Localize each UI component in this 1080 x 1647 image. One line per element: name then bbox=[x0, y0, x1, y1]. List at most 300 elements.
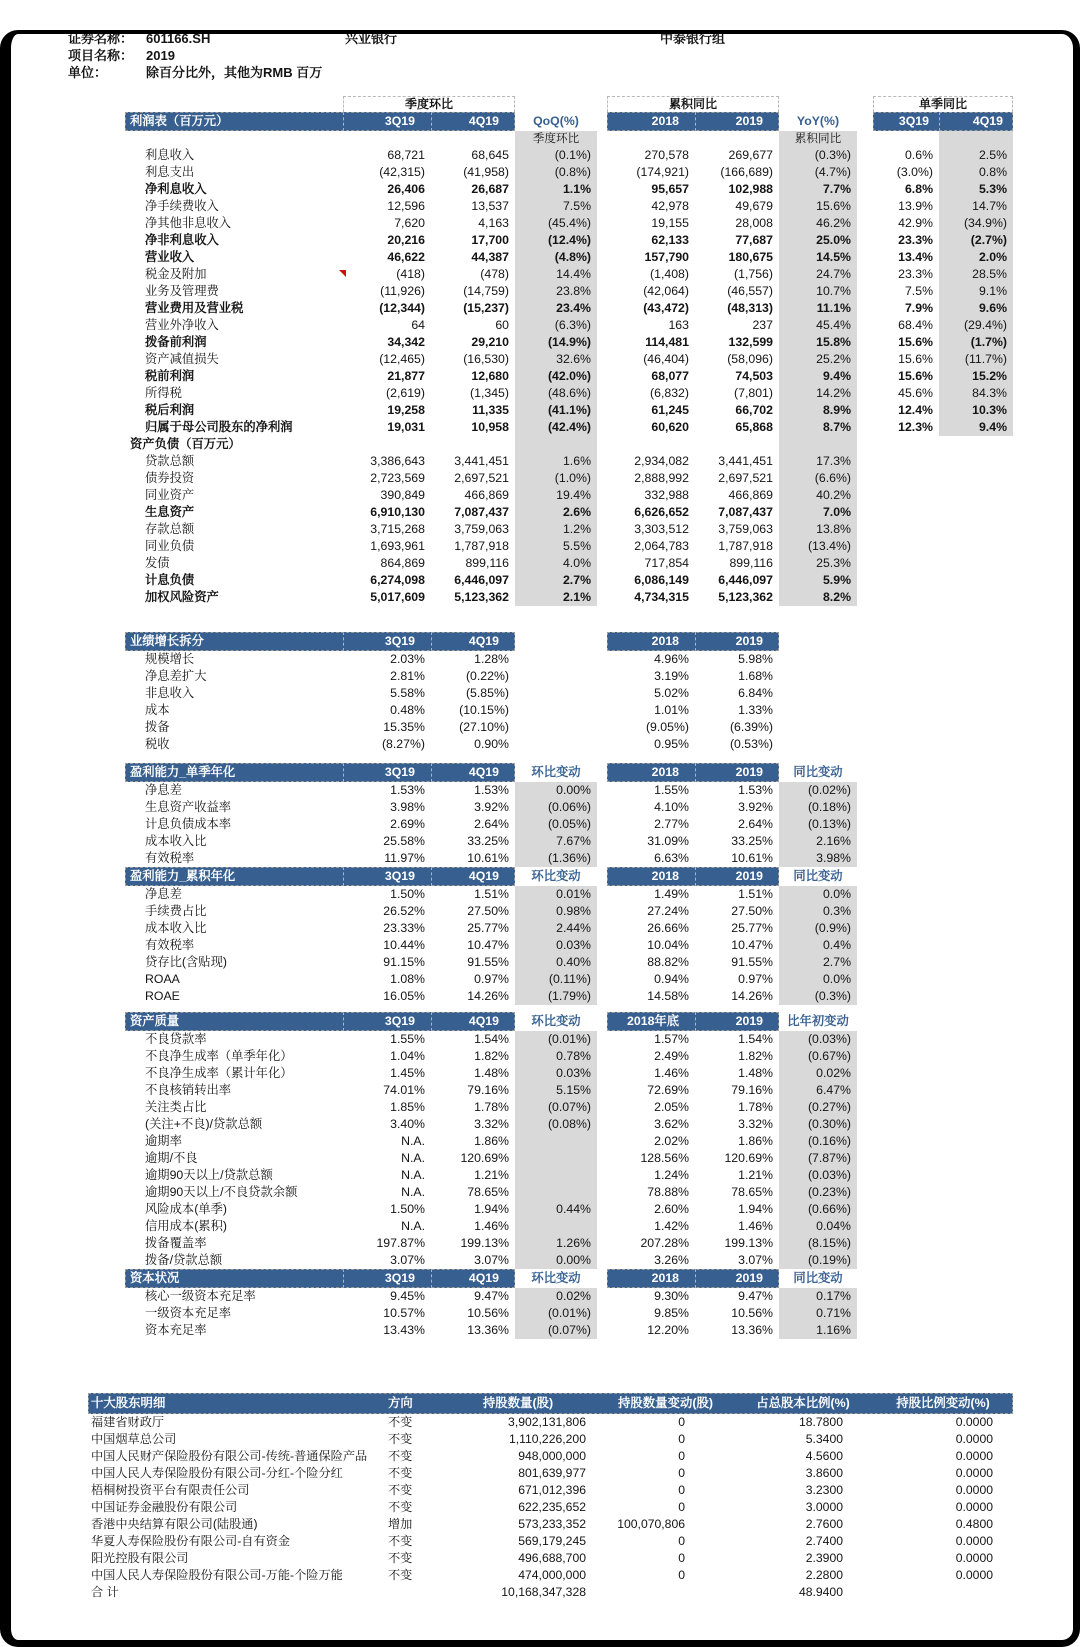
value-cell: 0.02% bbox=[779, 1065, 857, 1082]
value-cell: (0.67%) bbox=[779, 1048, 857, 1065]
value-cell: 不变 bbox=[388, 1466, 413, 1480]
column-header: QoQ(%) bbox=[533, 114, 579, 128]
column-header: 方向 bbox=[388, 1396, 413, 1410]
spacer bbox=[857, 300, 873, 317]
column-header: 2018 bbox=[651, 765, 679, 779]
value-cell: 1.01% bbox=[654, 703, 689, 717]
value-cell: 2,697,521 bbox=[454, 471, 509, 485]
value-cell: 9.45% bbox=[390, 1289, 425, 1303]
value-cell: 6,086,149 bbox=[634, 573, 689, 587]
row-label: ROAA bbox=[145, 972, 180, 986]
value-cell: 3.92% bbox=[738, 800, 773, 814]
value-cell: 2.16% bbox=[779, 833, 857, 850]
value-cell: 7.5% bbox=[904, 284, 933, 298]
spacer bbox=[597, 702, 607, 719]
value-cell: 28,008 bbox=[735, 216, 773, 230]
spacer bbox=[597, 1184, 607, 1201]
spacer bbox=[597, 937, 607, 954]
header-segment bbox=[873, 112, 1013, 131]
value-cell: 26,687 bbox=[471, 182, 509, 196]
value-cell: 100,070,806 bbox=[617, 1517, 685, 1531]
value-cell: 5,123,362 bbox=[454, 590, 509, 604]
value-cell: (11.7%) bbox=[939, 351, 1013, 368]
value-cell: 61,245 bbox=[651, 403, 689, 417]
value-cell: 14.58% bbox=[647, 989, 689, 1003]
row-label: 成本收入比 bbox=[145, 834, 207, 848]
value-cell: 62,133 bbox=[651, 233, 689, 247]
table-row bbox=[125, 470, 1013, 487]
shareholder-name: 福建省财政厅 bbox=[91, 1415, 165, 1429]
value-cell: (166,689) bbox=[720, 165, 773, 179]
column-header: 持股比例变动(%) bbox=[896, 1396, 990, 1410]
value-cell: 1.48% bbox=[474, 1066, 509, 1080]
column-header: 3Q19 bbox=[343, 112, 431, 131]
value-cell: 8.9% bbox=[779, 402, 857, 419]
spacer bbox=[695, 131, 779, 147]
row-label: 税前利润 bbox=[145, 369, 195, 383]
value-cell: 2.2800 bbox=[805, 1568, 843, 1582]
value-cell bbox=[515, 702, 597, 719]
value-cell: 88.82% bbox=[647, 955, 689, 969]
value-cell: 0 bbox=[678, 1449, 685, 1463]
spacer bbox=[857, 147, 873, 164]
shareholder-name: 中国人民人寿保险股份有限公司-万能-个险万能 bbox=[91, 1568, 343, 1582]
value-cell: 5.15% bbox=[515, 1082, 597, 1099]
table-row bbox=[125, 850, 1013, 867]
value-cell: 20,216 bbox=[387, 233, 425, 247]
shareholder-name: 中国烟草总公司 bbox=[91, 1432, 177, 1446]
value-cell: 74,503 bbox=[735, 369, 773, 383]
value-cell bbox=[515, 1167, 597, 1184]
table-header-row bbox=[125, 763, 1013, 782]
table-row bbox=[125, 283, 1013, 300]
spacer bbox=[597, 317, 607, 334]
value-cell: 9.4% bbox=[939, 419, 1013, 436]
column-header: 3Q19 bbox=[898, 114, 929, 128]
spacer bbox=[857, 181, 873, 198]
value-cell: 13.4% bbox=[898, 250, 933, 264]
spacer bbox=[597, 668, 607, 685]
value-cell: N.A. bbox=[401, 1219, 425, 1233]
security-name: 兴业银行 bbox=[345, 31, 398, 46]
value-cell: 6,910,130 bbox=[370, 505, 425, 519]
unit-label: 单位： bbox=[68, 65, 108, 80]
value-cell: 14.4% bbox=[515, 266, 597, 283]
value-cell bbox=[873, 1584, 1013, 1601]
column-header: 4Q19 bbox=[431, 1269, 515, 1288]
meta-block bbox=[0, 30, 1080, 84]
value-cell: (42.4%) bbox=[515, 419, 597, 436]
spacer bbox=[597, 719, 607, 736]
value-cell: (7,801) bbox=[734, 386, 773, 400]
value-cell: 31.09% bbox=[647, 834, 689, 848]
spacer bbox=[597, 181, 607, 198]
row-label: 同业负债 bbox=[145, 539, 195, 553]
value-cell: 9.1% bbox=[939, 283, 1013, 300]
spacer bbox=[857, 232, 873, 249]
value-cell: 2.03% bbox=[390, 652, 425, 666]
value-cell: 3,759,063 bbox=[718, 522, 773, 536]
value-cell bbox=[515, 668, 597, 685]
value-cell: 1.50% bbox=[390, 1202, 425, 1216]
table-title: 业绩增长拆分 bbox=[130, 634, 204, 648]
value-cell: 1.94% bbox=[738, 1202, 773, 1216]
value-cell: 1.94% bbox=[474, 1202, 509, 1216]
table-row bbox=[125, 1201, 1013, 1218]
spacer bbox=[597, 782, 607, 799]
value-cell: 10.3% bbox=[939, 402, 1013, 419]
spacer bbox=[597, 1288, 607, 1305]
shareholder-name: 阳光控股有限公司 bbox=[91, 1551, 189, 1565]
value-cell: 13.9% bbox=[898, 199, 933, 213]
value-cell: (0.19%) bbox=[779, 1252, 857, 1269]
row-label: 有效税率 bbox=[145, 938, 195, 952]
value-cell: 不变 bbox=[388, 1415, 413, 1429]
value-cell: 3,441,451 bbox=[454, 454, 509, 468]
table-row bbox=[125, 903, 1013, 920]
header-segment bbox=[607, 1269, 779, 1288]
value-cell: 12,680 bbox=[471, 369, 509, 383]
group-header: 季度环比 bbox=[343, 96, 515, 112]
row-label: 拨备/贷款总额 bbox=[145, 1253, 223, 1267]
spacer bbox=[597, 470, 607, 487]
value-cell: (0.23%) bbox=[779, 1184, 857, 1201]
row-label: 存款总额 bbox=[145, 522, 195, 536]
column-header: 2018 bbox=[651, 869, 679, 883]
value-cell: 0.0% bbox=[779, 886, 857, 903]
value-cell: 2.64% bbox=[738, 817, 773, 831]
spacer bbox=[597, 886, 607, 903]
column-header: 同比变动 bbox=[793, 1271, 843, 1285]
value-cell: 13.8% bbox=[779, 521, 857, 538]
row-label: 债券投资 bbox=[145, 471, 195, 485]
spacer bbox=[597, 283, 607, 300]
value-cell: 0.0000 bbox=[955, 1534, 993, 1548]
table-row bbox=[125, 1150, 1013, 1167]
value-cell: 40.2% bbox=[779, 487, 857, 504]
value-cell: 0.0000 bbox=[955, 1483, 993, 1497]
value-cell bbox=[779, 685, 857, 702]
value-cell: 0.95% bbox=[654, 737, 689, 751]
value-cell: (0.30%) bbox=[779, 1116, 857, 1133]
value-cell: 14.26% bbox=[467, 989, 509, 1003]
column-header: 4Q19 bbox=[431, 867, 515, 886]
value-cell: 120.69% bbox=[460, 1151, 509, 1165]
value-cell: (8.15%) bbox=[779, 1235, 857, 1252]
value-cell: 17,700 bbox=[471, 233, 509, 247]
value-cell: 14.5% bbox=[779, 249, 857, 266]
column-header: 环比变动 bbox=[531, 1014, 581, 1028]
value-cell: (5.85%) bbox=[465, 686, 509, 700]
value-cell: 1.55% bbox=[654, 783, 689, 797]
table-row bbox=[125, 351, 1013, 368]
value-cell: 6,626,652 bbox=[634, 505, 689, 519]
value-cell: 5.3400 bbox=[805, 1432, 843, 1446]
value-cell: 5.9% bbox=[779, 572, 857, 589]
spacer bbox=[597, 1322, 607, 1339]
value-cell: (1,408) bbox=[650, 267, 689, 281]
value-cell: 5,123,362 bbox=[718, 590, 773, 604]
row-label: 贷存比(含贴现) bbox=[145, 955, 227, 969]
table-row bbox=[125, 1082, 1013, 1099]
table-header-row bbox=[88, 1393, 1013, 1414]
spacer bbox=[857, 419, 873, 436]
value-cell: 0.4% bbox=[779, 937, 857, 954]
row-label: 利息收入 bbox=[145, 148, 195, 162]
spacer bbox=[597, 1201, 607, 1218]
value-cell bbox=[515, 1184, 597, 1201]
value-cell: 3.98% bbox=[779, 850, 857, 867]
value-cell: 74.01% bbox=[383, 1083, 425, 1097]
table-row bbox=[125, 736, 1013, 753]
value-cell: 77,687 bbox=[735, 233, 773, 247]
value-cell: 增加 bbox=[388, 1517, 413, 1531]
table-row bbox=[125, 232, 1013, 249]
spacer bbox=[597, 850, 607, 867]
header-segment bbox=[125, 867, 515, 886]
spacer bbox=[597, 685, 607, 702]
value-cell: 不变 bbox=[388, 1483, 413, 1497]
table-row bbox=[125, 799, 1013, 816]
table-row bbox=[125, 1167, 1013, 1184]
value-cell bbox=[388, 1584, 438, 1601]
value-cell: (3.0%) bbox=[896, 165, 933, 179]
value-cell: 7.7% bbox=[779, 181, 857, 198]
value-cell: 2,697,521 bbox=[718, 471, 773, 485]
value-cell: 3.07% bbox=[474, 1253, 509, 1267]
row-label: 拨备前利润 bbox=[145, 335, 207, 349]
value-cell: 19,031 bbox=[387, 420, 425, 434]
value-cell: (2.7%) bbox=[939, 232, 1013, 249]
spacer bbox=[597, 249, 607, 266]
value-cell: 0.03% bbox=[515, 937, 597, 954]
value-cell: 0.94% bbox=[654, 972, 689, 986]
table-row bbox=[125, 538, 1013, 555]
column-header: 2018 bbox=[651, 634, 679, 648]
value-cell: 6,446,097 bbox=[718, 573, 773, 587]
column-header: 同比变动 bbox=[793, 765, 843, 779]
row-label: 营业外净收入 bbox=[145, 318, 219, 332]
value-cell: 0.0000 bbox=[955, 1466, 993, 1480]
value-cell: 0.4800 bbox=[955, 1517, 993, 1531]
value-cell: 5.02% bbox=[654, 686, 689, 700]
value-cell: (12,344) bbox=[379, 301, 425, 315]
value-cell: 2.7% bbox=[515, 572, 597, 589]
value-cell: 1.51% bbox=[474, 887, 509, 901]
value-cell: 0.6% bbox=[904, 148, 933, 162]
spacer bbox=[597, 763, 607, 782]
value-cell: 132,599 bbox=[728, 335, 773, 349]
value-cell: (12.4%) bbox=[515, 232, 597, 249]
value-cell bbox=[695, 436, 779, 453]
table-row bbox=[125, 1184, 1013, 1201]
spacer bbox=[597, 1252, 607, 1269]
spacer bbox=[597, 954, 607, 971]
spacer bbox=[597, 1133, 607, 1150]
value-cell: (10.15%) bbox=[459, 703, 509, 717]
value-cell: (45.4%) bbox=[515, 215, 597, 232]
value-cell: 0.44% bbox=[515, 1201, 597, 1218]
value-cell: 不变 bbox=[388, 1432, 413, 1446]
table-row bbox=[88, 1414, 1013, 1431]
value-cell: (0.11%) bbox=[515, 971, 597, 988]
value-cell: 不变 bbox=[388, 1500, 413, 1514]
value-cell: 5.58% bbox=[390, 686, 425, 700]
column-header: 4Q19 bbox=[939, 112, 1013, 131]
value-cell: (6,832) bbox=[650, 386, 689, 400]
sub-header-row bbox=[125, 131, 1013, 147]
value-cell: 0.04% bbox=[779, 1218, 857, 1235]
value-cell: 0.40% bbox=[515, 954, 597, 971]
value-cell: 1.42% bbox=[654, 1219, 689, 1233]
column-header: 环比变动 bbox=[531, 1271, 581, 1285]
value-cell bbox=[515, 719, 597, 736]
value-cell: (48,313) bbox=[727, 301, 773, 315]
row-label: 关注类占比 bbox=[145, 1100, 207, 1114]
value-cell: 0.71% bbox=[779, 1305, 857, 1322]
value-cell: 10.56% bbox=[467, 1306, 509, 1320]
row-label: 核心一级资本充足率 bbox=[145, 1289, 256, 1303]
value-cell: (0.3%) bbox=[779, 147, 857, 164]
spacer bbox=[597, 1269, 607, 1288]
table-row bbox=[88, 1550, 1013, 1567]
table-row bbox=[125, 1116, 1013, 1133]
value-cell: 3.19% bbox=[654, 669, 689, 683]
value-cell: 1.16% bbox=[779, 1322, 857, 1339]
value-cell: (16,530) bbox=[463, 352, 509, 366]
row-label: 资产减值损失 bbox=[145, 352, 219, 366]
column-header: 3Q19 bbox=[343, 867, 431, 886]
value-cell: 0.00% bbox=[515, 782, 597, 799]
header-segment bbox=[125, 632, 515, 651]
value-cell: 42.9% bbox=[898, 216, 933, 230]
value-cell: 45.4% bbox=[779, 317, 857, 334]
shareholder-name: 合 计 bbox=[91, 1585, 119, 1599]
value-cell: 19,155 bbox=[651, 216, 689, 230]
spacer bbox=[857, 198, 873, 215]
value-cell: 0.3% bbox=[779, 903, 857, 920]
header-segment bbox=[125, 112, 515, 131]
spacer bbox=[597, 1150, 607, 1167]
spacer bbox=[515, 632, 597, 651]
spacer bbox=[857, 368, 873, 385]
value-cell: 1.78% bbox=[474, 1100, 509, 1114]
table-row bbox=[88, 1431, 1013, 1448]
value-cell: (418) bbox=[396, 267, 425, 281]
value-cell: 3.07% bbox=[738, 1253, 773, 1267]
table-row bbox=[125, 668, 1013, 685]
row-label: 逾期率 bbox=[145, 1134, 182, 1148]
table-row bbox=[125, 1048, 1013, 1065]
value-cell: 26,406 bbox=[387, 182, 425, 196]
value-cell: (12,465) bbox=[379, 352, 425, 366]
value-cell: 3.32% bbox=[474, 1117, 509, 1131]
value-cell: 1.68% bbox=[738, 669, 773, 683]
value-cell: 33.25% bbox=[731, 834, 773, 848]
spacer bbox=[597, 1048, 607, 1065]
row-label: 净手续费收入 bbox=[145, 199, 219, 213]
value-cell: 91.55% bbox=[467, 955, 509, 969]
value-cell: 1.28% bbox=[474, 652, 509, 666]
value-cell: (7.87%) bbox=[779, 1150, 857, 1167]
table-row bbox=[125, 334, 1013, 351]
value-cell: 15.6% bbox=[898, 335, 933, 349]
column-header: 4Q19 bbox=[431, 763, 515, 782]
value-cell: 0.0000 bbox=[955, 1568, 993, 1582]
value-cell: 102,988 bbox=[728, 182, 773, 196]
spacer bbox=[597, 988, 607, 1005]
table-row bbox=[125, 521, 1013, 538]
row-label: 净息差 bbox=[145, 783, 182, 797]
value-cell: 0.90% bbox=[474, 737, 509, 751]
value-cell: 180,675 bbox=[728, 250, 773, 264]
spacer bbox=[597, 1012, 607, 1031]
value-cell: 不变 bbox=[388, 1534, 413, 1548]
value-cell: (2,619) bbox=[386, 386, 425, 400]
value-cell: 13,537 bbox=[471, 199, 509, 213]
value-cell: 0.17% bbox=[779, 1288, 857, 1305]
value-cell: 10.44% bbox=[383, 938, 425, 952]
row-label: 规模增长 bbox=[145, 652, 195, 666]
row-label: (关注+不良)/贷款总额 bbox=[145, 1117, 263, 1131]
spacer bbox=[597, 589, 607, 606]
row-label: 手续费占比 bbox=[145, 904, 207, 918]
value-cell: (0.07%) bbox=[515, 1099, 597, 1116]
value-cell: (58,096) bbox=[727, 352, 773, 366]
value-cell: 44,387 bbox=[471, 250, 509, 264]
spacer bbox=[597, 572, 607, 589]
value-cell: (0.18%) bbox=[779, 799, 857, 816]
value-cell: 1.21% bbox=[738, 1168, 773, 1182]
spacer bbox=[597, 351, 607, 368]
spacer bbox=[857, 385, 873, 402]
table-row bbox=[125, 572, 1013, 589]
value-cell: 7,087,437 bbox=[718, 505, 773, 519]
row-label: ROAE bbox=[145, 989, 180, 1003]
value-cell: 68,721 bbox=[387, 148, 425, 162]
value-cell: 899,116 bbox=[465, 556, 509, 570]
value-cell: 157,790 bbox=[644, 250, 689, 264]
value-cell: 6.63% bbox=[654, 851, 689, 865]
spacer bbox=[597, 131, 607, 147]
spacer bbox=[597, 1065, 607, 1082]
header-segment bbox=[607, 1012, 779, 1031]
spacer bbox=[857, 249, 873, 266]
value-cell: (0.03%) bbox=[779, 1167, 857, 1184]
spacer bbox=[857, 266, 873, 283]
value-cell: 5.3% bbox=[939, 181, 1013, 198]
value-cell: 16.05% bbox=[383, 989, 425, 1003]
spacer bbox=[597, 538, 607, 555]
value-cell: (9.05%) bbox=[645, 720, 689, 734]
value-cell: 199.13% bbox=[460, 1236, 509, 1250]
value-cell: 2,934,082 bbox=[634, 454, 689, 468]
top-shareholders-table bbox=[88, 1393, 1013, 1601]
value-cell: (1.0%) bbox=[515, 470, 597, 487]
value-cell: 2.1% bbox=[515, 589, 597, 606]
value-cell: 25.2% bbox=[779, 351, 857, 368]
growth-decomposition-table bbox=[125, 632, 1013, 753]
row-label: 资本充足率 bbox=[145, 1323, 207, 1337]
value-cell: 0.48% bbox=[390, 703, 425, 717]
row-label: 生息资产收益率 bbox=[145, 800, 232, 814]
value-cell: (0.53%) bbox=[729, 737, 773, 751]
table-row bbox=[88, 1499, 1013, 1516]
value-cell: 6.47% bbox=[779, 1082, 857, 1099]
spacer bbox=[597, 1235, 607, 1252]
spacer bbox=[857, 131, 873, 147]
value-cell: 7,087,437 bbox=[454, 505, 509, 519]
